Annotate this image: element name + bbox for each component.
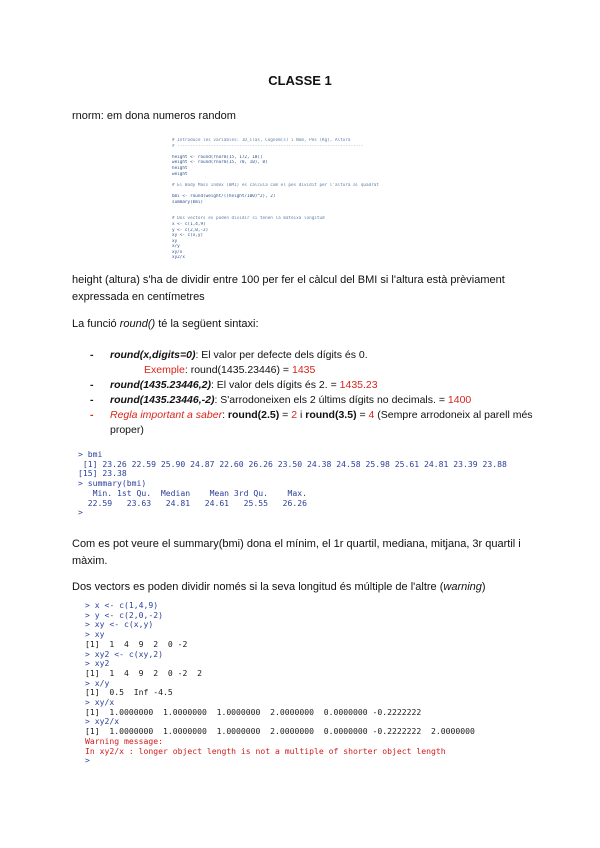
console-line: [1] 1.0000000 1.0000000 1.0000000 2.0000000 0.0000000 -0.2222222 xyxy=(85,706,422,717)
paragraph-height: height (altura) s'ha de dividir entre 100 per fer el càlcul del BMI si l'altura està prèviament expressada en centímetres xyxy=(72,274,505,303)
paragraph-rnorm: rnorm: em dona numeros random xyxy=(72,110,236,122)
bullet-round-neg2 xyxy=(90,393,540,408)
console-line: [1] 1 4 9 2 0 -2 2 xyxy=(85,667,202,678)
console-line: [1] 1.0000000 1.0000000 1.0000000 2.0000000 0.0000000 -0.2222222 2.0000000 xyxy=(85,726,475,737)
round-intro-pre: La funció xyxy=(72,318,120,330)
bullet-code: round(1435.23446,2) xyxy=(110,379,211,391)
paragraph-summary: Com es pot veure el summary(bmi) dona el mínim, el 1r quartil, mediana, mitjana, 3r quartil i màxim. xyxy=(72,538,521,567)
code-line: # ------------------------------------------------------------------------ xyxy=(172,143,364,149)
warning-line: In xy2/x : longer object length is not a multiple of shorter object length xyxy=(85,745,446,756)
console-line: [1] 23.26 22.59 25.90 24.87 22.60 26.26 23.50 24.38 24.58 25.98 25.61 24.81 23.39 23.88 xyxy=(78,458,507,469)
console-line: 22.59 23.63 24.81 24.61 25.55 26.26 xyxy=(78,497,308,508)
console-line: [15] 23.38 xyxy=(78,468,127,479)
vectors-post: ) xyxy=(481,581,486,593)
console-line: > xy/x xyxy=(85,697,115,708)
code-screenshot xyxy=(172,138,397,270)
code-line: summary(bmi) xyxy=(172,199,204,205)
paragraph-round-intro xyxy=(72,316,259,333)
code-line: x <- c(1,4,9) xyxy=(172,221,206,227)
paragraph-vectors xyxy=(72,579,542,596)
console-line: > summary(bmi) xyxy=(78,478,147,489)
console-line: > xy2/x xyxy=(85,716,120,727)
bullet-round-2 xyxy=(90,378,540,393)
code-line: weight <- round(rnorm(15, 70, 10), 0) xyxy=(172,160,268,166)
page-title: CLASSE 1 xyxy=(268,73,332,88)
round-intro-post: té la següent sintaxi: xyxy=(155,318,259,330)
code-line: xy2/x xyxy=(172,255,185,261)
console-line: > xy <- c(x,y) xyxy=(85,619,154,630)
console-line: > xyxy=(85,755,90,766)
bullet-value: 1400 xyxy=(447,394,472,406)
code-line: # El Body Mass Index (BMI) es calcula com el pes dividit per l'altura al quadrat xyxy=(172,182,379,188)
console-line: [1] 1 4 9 2 0 -2 xyxy=(85,638,188,649)
code-line: bmi <- round(weight/((height/100)^2), 2) xyxy=(172,193,276,199)
rule-v2: 4 xyxy=(368,409,375,421)
bullet-dash: - xyxy=(90,409,94,421)
rule-f2: round(3.5) xyxy=(305,409,357,421)
bullet-code: round(1435.23446,-2) xyxy=(110,394,215,406)
code-line: # Introduce les variables: ID_Clas, Cognom(s) i Nom, Pes (Kg), Altura xyxy=(172,138,351,143)
console-line: > x/y xyxy=(85,677,110,688)
bullet-example xyxy=(90,363,540,378)
rule-v1: 2 xyxy=(291,409,298,421)
code-line: y <- c(2,0,-2) xyxy=(172,227,209,233)
example-label: Exemple xyxy=(144,364,185,376)
console-line: [1] 0.5 Inf -4.5 xyxy=(85,687,173,698)
console-line: > xy2 <- c(xy,2) xyxy=(85,648,163,659)
code-line: weight xyxy=(172,171,188,177)
bullet-dash: - xyxy=(90,394,94,406)
vectors-pre: Dos vectors es poden dividir només si la seva longitud és múltiple de l'altre ( xyxy=(72,581,444,593)
console-line: > x <- c(1,4,9) xyxy=(85,600,159,610)
console-line: > xyxy=(78,507,83,518)
bullet-dash: - xyxy=(90,379,94,391)
code-line: xy xyxy=(172,238,178,244)
round-fn-name: round() xyxy=(119,318,156,330)
rule-label: Regla important a saber xyxy=(110,409,223,421)
code-line: height <- round(rnorm(15, 172, 10)) xyxy=(172,154,263,160)
console-line: Min. 1st Qu. Median Mean 3rd Qu. Max. xyxy=(78,487,308,498)
bullet-round-default xyxy=(90,348,540,363)
example-text: : round(1435.23446) = xyxy=(184,364,292,376)
warning-line: Warning message: xyxy=(85,735,163,746)
bullet-dash: - xyxy=(90,349,94,361)
example-value: 1435 xyxy=(291,364,316,376)
code-line: # Dos vectors es poden dividir si tenen la mateixa longitud xyxy=(172,216,325,222)
code-line: xy <- c(x,y) xyxy=(172,233,204,239)
bullet-text: : El valor dels dígits és 2. = xyxy=(210,379,340,391)
console-line: > xy xyxy=(85,629,105,640)
console-bmi-output xyxy=(78,450,507,518)
bullet-code: round(x,digits=0) xyxy=(110,349,196,361)
rule-f1: round(2.5) xyxy=(227,409,280,421)
console-vector-division xyxy=(85,601,475,766)
rule-eq1: = xyxy=(279,409,292,421)
rule-eq2: = xyxy=(356,409,369,421)
console-line: > y <- c(2,0,-2) xyxy=(85,609,163,620)
code-line: x/y xyxy=(172,244,180,250)
rule-and: i xyxy=(297,409,306,421)
rule-tail: (Sempre arrodoneix al parell més proper) xyxy=(110,409,533,436)
vectors-warning-word: warning xyxy=(443,581,482,593)
console-line: > xy2 xyxy=(85,658,110,669)
code-line: height xyxy=(172,165,188,171)
bullet-text: : S'arrodoneixen els 2 últims dígits no decimals. = xyxy=(214,394,448,406)
code-line: xy/x xyxy=(172,249,183,255)
rule-colon: : xyxy=(222,409,228,421)
bullet-rule xyxy=(90,408,540,438)
bullet-text: : El valor per defecte dels dígits és 0. xyxy=(195,349,368,361)
console-line: > bmi xyxy=(78,449,103,459)
bullet-value: 1435.23 xyxy=(339,379,378,391)
round-bullet-list xyxy=(90,348,540,438)
